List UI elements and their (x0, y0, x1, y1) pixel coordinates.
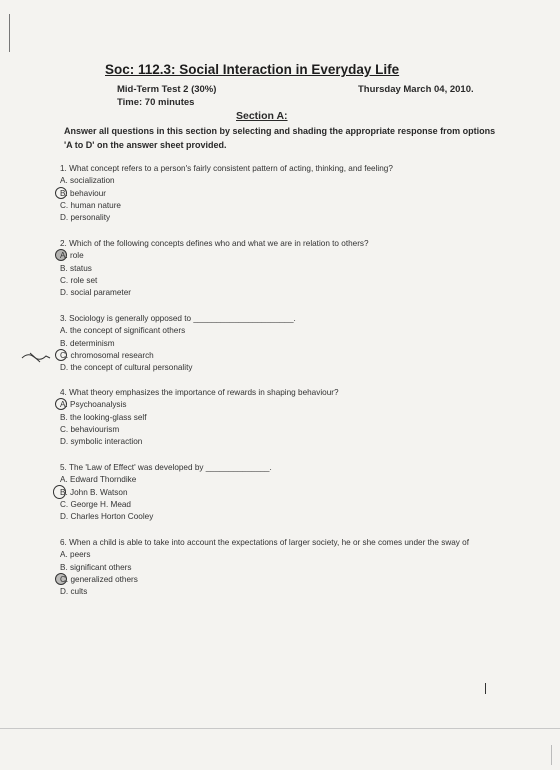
course-title: Soc: 112.3: Social Interaction in Everyday Life (105, 62, 400, 77)
question-1 (60, 163, 393, 224)
option-c: C. role set (60, 275, 98, 285)
answer-circle-mark (55, 573, 67, 585)
option-c-label: C. generalized others (60, 574, 138, 584)
option-d: D. cults (60, 587, 88, 597)
option-d: D. social parameter (60, 288, 131, 298)
section-instructions: Answer all questions in this section by selecting and shading the appropriate response from options 'A to D' on the answer sheet provided. (64, 126, 496, 150)
option-b: B. status (60, 263, 92, 273)
option-b: B. the looking-glass self (60, 412, 147, 422)
option-a (60, 399, 339, 411)
option-b (60, 188, 393, 200)
option-c: C. George H. Mead (60, 499, 131, 509)
option-a-label: A. Psychoanalysis (60, 400, 127, 410)
question-5 (60, 462, 272, 523)
question-stem: 1. What concept refers to a person's fairly consistent pattern of acting, thinking, and feeling? (60, 164, 393, 173)
option-a: A. peers (60, 550, 91, 560)
option-b-label: B. behaviour (60, 188, 106, 198)
test-date: Thursday March 04, 2010. (358, 84, 474, 95)
test-time: Time: 70 minutes (117, 97, 195, 108)
question-stem: 2. Which of the following concepts defines who and what we are in relation to others? (60, 239, 369, 248)
scan-edge-line (0, 728, 560, 729)
margin-line (9, 14, 10, 52)
option-d: D. symbolic interaction (60, 437, 143, 447)
option-b (60, 487, 272, 499)
question-stem: 6. When a child is able to take into account the expectations of larger society, he or she comes under the sway of (60, 538, 469, 547)
section-title: Section A: (236, 110, 288, 122)
option-a-label: A. role (60, 251, 84, 261)
option-d: D. Charles Horton Cooley (60, 512, 154, 522)
pen-scribble-mark (20, 350, 54, 364)
option-a: A. the concept of significant others (60, 326, 186, 336)
question-3 (60, 313, 296, 374)
option-d: D. the concept of cultural personality (60, 363, 193, 373)
option-a: A. socialization (60, 176, 115, 186)
option-a: A. Edward Thorndike (60, 475, 137, 485)
scan-edge-mark (551, 745, 552, 765)
option-b: B. significant others (60, 562, 132, 572)
option-c (60, 350, 296, 362)
option-b-label: B. John B. Watson (60, 487, 128, 497)
option-c: C. human nature (60, 200, 121, 210)
option-c (60, 574, 480, 586)
question-4 (60, 387, 339, 448)
question-6 (60, 537, 480, 598)
question-stem: 5. The 'Law of Effect' was developed by ______________. (60, 463, 272, 472)
question-stem: 4. What theory emphasizes the importance of rewards in shaping behaviour? (60, 388, 339, 397)
option-c-label: C. chromosomal research (60, 350, 154, 360)
option-c: C. behaviourism (60, 424, 120, 434)
option-a (60, 250, 369, 262)
answer-circle-mark (53, 485, 66, 499)
test-name: Mid-Term Test 2 (30%) (117, 84, 217, 95)
question-2 (60, 238, 369, 299)
answer-circle-mark (55, 187, 67, 199)
option-d: D. personality (60, 213, 111, 223)
question-stem: 3. Sociology is generally opposed to ______________________. (60, 314, 296, 323)
page-mark (485, 683, 486, 694)
option-b: B. determinism (60, 338, 115, 348)
answer-circle-mark (55, 349, 67, 361)
test-info (117, 84, 216, 108)
